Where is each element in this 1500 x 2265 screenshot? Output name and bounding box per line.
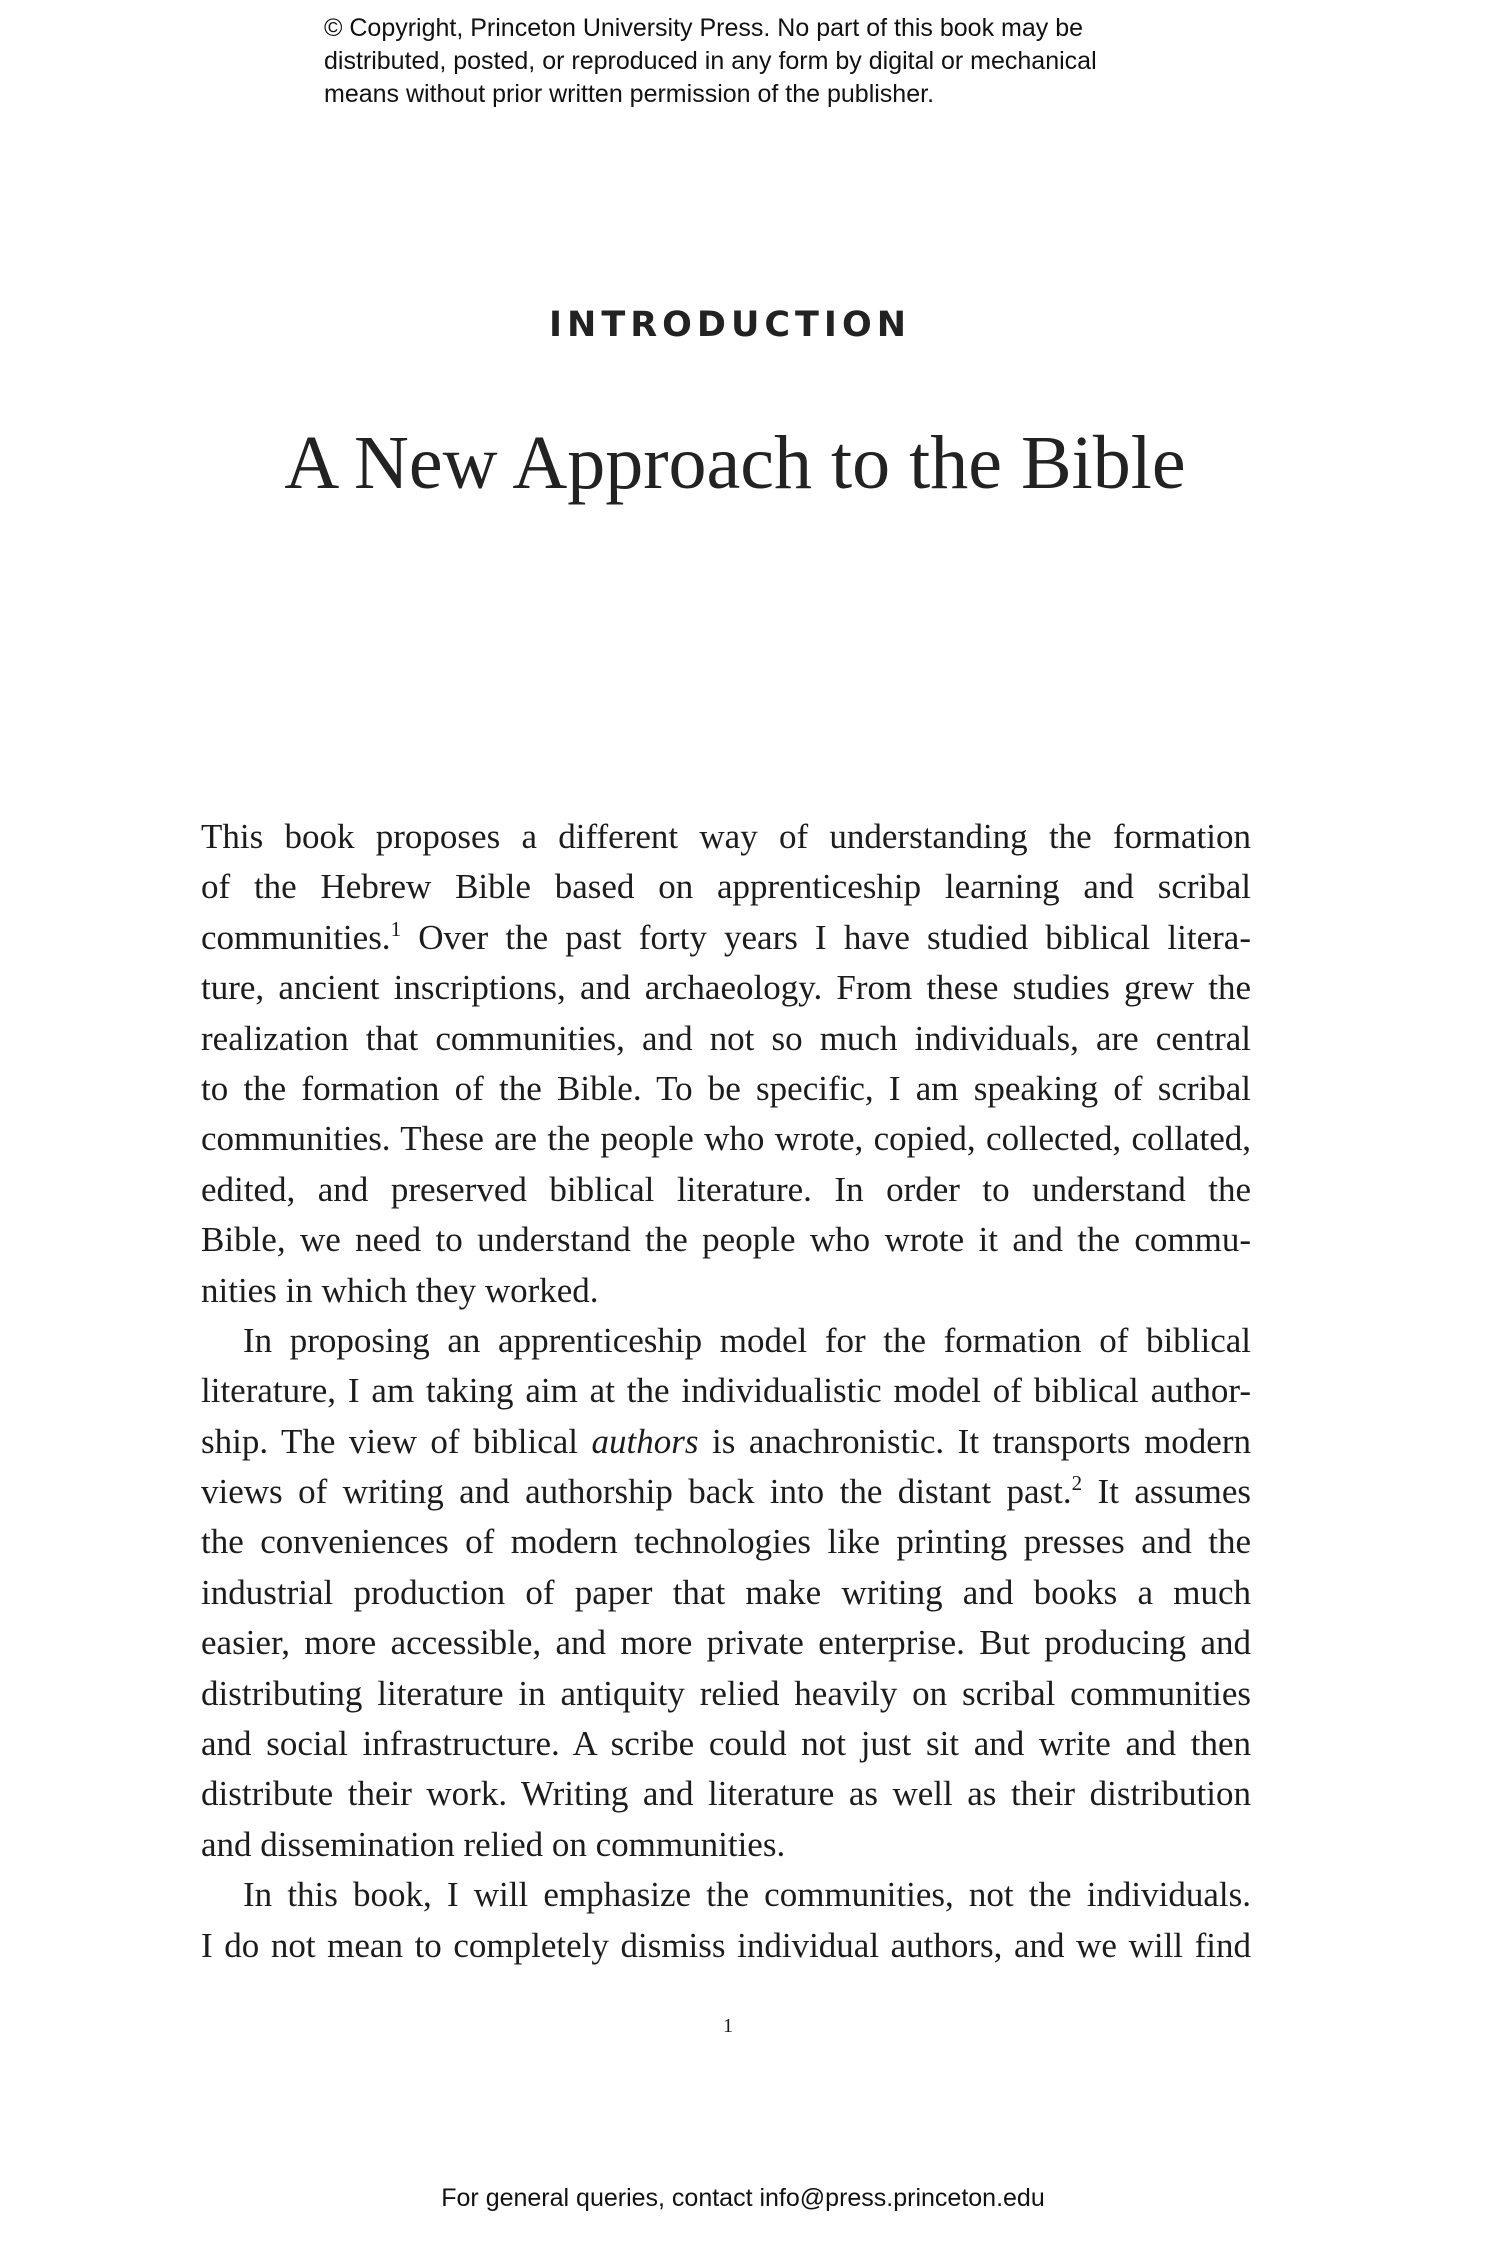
text-line [201, 1266, 1251, 1316]
text-line [201, 1669, 1251, 1719]
text-line [201, 1568, 1251, 1618]
text-segment: is anachronistic. It transports modern [698, 1421, 1251, 1461]
copyright-line: © Copyright, Princeton University Press. No part of this book may be [324, 14, 1084, 42]
text-line [201, 1316, 1251, 1366]
text-segment: edited, and preserved biblical literature. In order to understand the [201, 1169, 1251, 1209]
page-number: 1 [723, 2015, 733, 2037]
text-segment: authors [591, 1421, 699, 1461]
text-line [201, 963, 1251, 1013]
text-segment: realization that communities, and not so much individuals, are central [201, 1018, 1251, 1058]
text-segment: of the Hebrew Bible based on apprenticeship learning and scribal [201, 867, 1251, 907]
text-segment: Over the past forty years I have studied biblical litera- [401, 917, 1251, 957]
chapter-kicker: INTRODUCTION [549, 305, 911, 345]
copyright-line: distributed, posted, or reproduced in any form by digital or mechanical [324, 47, 1097, 75]
text-segment: views of writing and authorship back into the distant past. [201, 1472, 1072, 1512]
text-line [201, 812, 1251, 862]
text-line [201, 1769, 1251, 1819]
text-segment: distribute their work. Writing and literature as well as their distribution [201, 1774, 1251, 1814]
text-segment: easier, more accessible, and more private enterprise. But producing and [201, 1623, 1251, 1663]
text-line [201, 1820, 1251, 1870]
text-segment: literature, I am taking aim at the individualistic model of biblical author- [201, 1371, 1251, 1411]
body-text [201, 812, 1251, 1971]
footer-contact: For general queries, contact info@press.princeton.edu [441, 2184, 1045, 2212]
text-line [201, 1467, 1251, 1517]
text-line [201, 1064, 1251, 1114]
text-segment: This book proposes a different way of understanding the formation [201, 817, 1251, 856]
text-segment: communities. These are the people who wrote, copied, collected, collated, [201, 1119, 1251, 1159]
text-segment: industrial production of paper that make writing and books a much [201, 1572, 1251, 1612]
text-line [201, 862, 1251, 912]
text-line [201, 1870, 1251, 1920]
text-line [201, 1618, 1251, 1668]
text-line [201, 1719, 1251, 1769]
text-segment: to the formation of the Bible. To be specific, I am speaking of scribal [201, 1068, 1251, 1108]
text-line [201, 1517, 1251, 1567]
chapter-title: A New Approach to the Bible [284, 421, 1186, 505]
footnote-ref[interactable]: 1 [390, 916, 402, 941]
text-segment: distributing literature in antiquity relied heavily on scribal communities [201, 1673, 1251, 1713]
text-segment: ship. The view of biblical [201, 1421, 592, 1461]
text-line [201, 1165, 1251, 1215]
text-line [201, 1114, 1251, 1164]
text-segment: I do not mean to completely dismiss individual authors, and we will find [201, 1925, 1251, 1965]
text-segment: communities. [201, 917, 391, 957]
text-segment: In proposing an apprenticeship model for the formation of biblical [243, 1320, 1251, 1360]
text-segment: and dissemination relied on communities. [201, 1824, 786, 1864]
text-segment: the conveniences of modern technologies like printing presses and the [201, 1522, 1251, 1562]
footnote-ref[interactable]: 2 [1071, 1471, 1083, 1496]
text-line [201, 1215, 1251, 1265]
text-segment: In this book, I will emphasize the communities, not the individuals. [243, 1875, 1251, 1915]
copyright-line: means without prior written permission of the publisher. [324, 80, 935, 108]
text-segment: and social infrastructure. A scribe could not just sit and write and then [201, 1724, 1251, 1764]
text-segment: It assumes [1082, 1472, 1251, 1512]
text-segment: ture, ancient inscriptions, and archaeology. From these studies grew the [201, 968, 1251, 1008]
copyright-notice [324, 12, 1097, 111]
text-line [201, 1921, 1251, 1971]
text-line [201, 1366, 1251, 1416]
text-segment: nities in which they worked. [201, 1270, 599, 1310]
text-line [201, 1417, 1251, 1467]
text-segment: Bible, we need to understand the people who wrote it and the commu- [201, 1220, 1251, 1260]
text-line [201, 913, 1251, 963]
text-line [201, 1014, 1251, 1064]
